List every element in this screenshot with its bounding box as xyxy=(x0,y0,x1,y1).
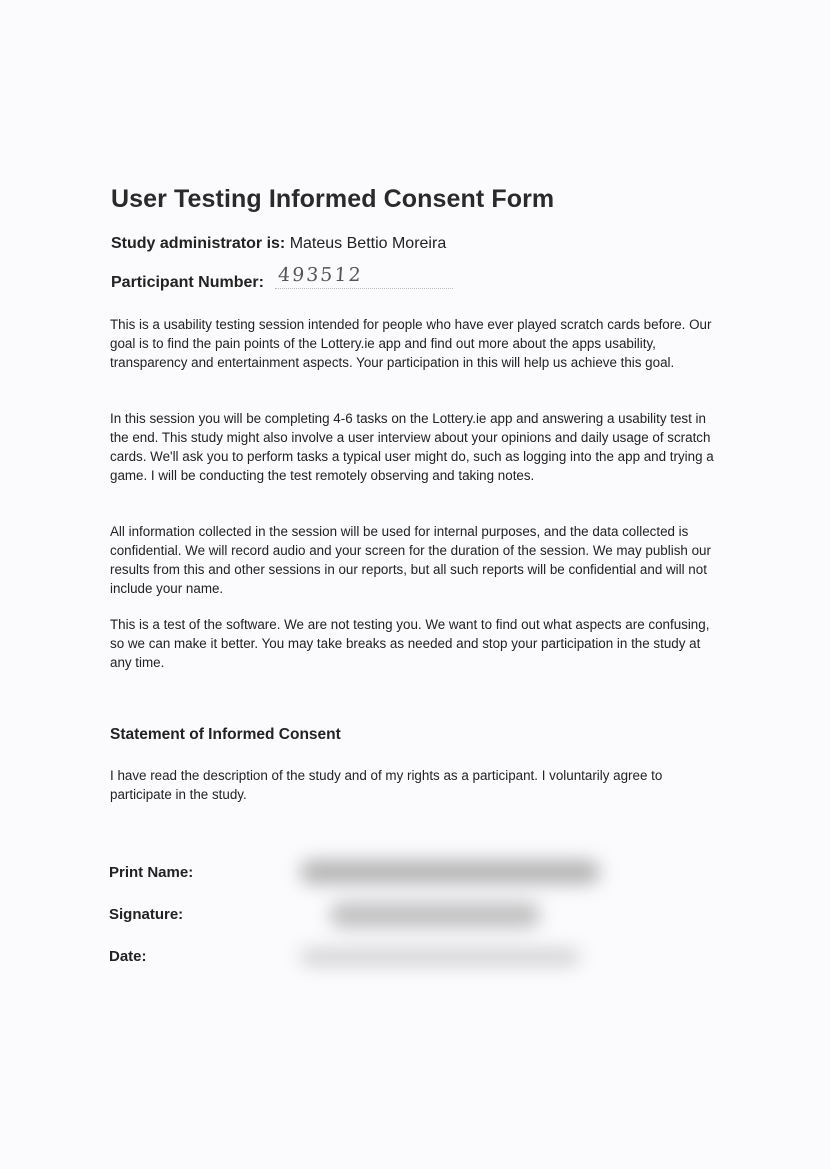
participant-number: 493512 xyxy=(277,264,364,286)
signature-redacted xyxy=(330,902,540,928)
participant-row xyxy=(111,264,453,294)
consent-heading: Statement of Informed Consent xyxy=(110,726,341,743)
intro-paragraph: This is a usability testing session intended for people who have ever played scratch cards before. Our goal is to find the pain points of the Lottery.ie app and find out more about the apps usability, transparency and entertainment aspects. Your participation in this will help us achieve this goal. xyxy=(110,317,712,370)
consent-statement: I have read the description of the study and of my rights as a participant. I voluntarily agree to participate in the study. xyxy=(110,768,663,802)
page-title: User Testing Informed Consent Form xyxy=(111,185,555,213)
print-name-redacted xyxy=(300,860,600,884)
confidentiality-paragraph: All information collected in the session will be used for internal purposes, and the data collected is confidential. We will record audio and your screen for the duration of the session. We may publish our results from this and other sessions in our reports, but all such reports will be confidential and will not include your name. xyxy=(110,524,711,596)
administrator-row xyxy=(111,235,446,253)
software-test-paragraph: This is a test of the software. We are not testing you. We want to find out what aspects are confusing, so we can make it better. You may take breaks as needed and stop your participation in the study at any time. xyxy=(110,617,710,670)
participant-number-underline xyxy=(275,288,453,289)
date-label: Date: xyxy=(109,948,147,965)
administrator-name: Mateus Bettio Moreira xyxy=(289,235,447,252)
signature-label: Signature: xyxy=(109,906,184,923)
participant-label: Participant Number: xyxy=(111,274,264,291)
print-name-label: Print Name: xyxy=(109,864,194,881)
administrator-label: Study administrator is: xyxy=(111,235,286,252)
session-paragraph: In this session you will be completing 4-6 tasks on the Lottery.ie app and answering a usability test in the end. This study might also involve a user interview about your opinions and daily usage of scratch cards. We'll ask you to perform tasks a typical user might do, such as logging into the app and trying a game. I will be conducting the test remotely observing and taking notes. xyxy=(110,411,714,483)
date-redacted xyxy=(300,948,580,966)
